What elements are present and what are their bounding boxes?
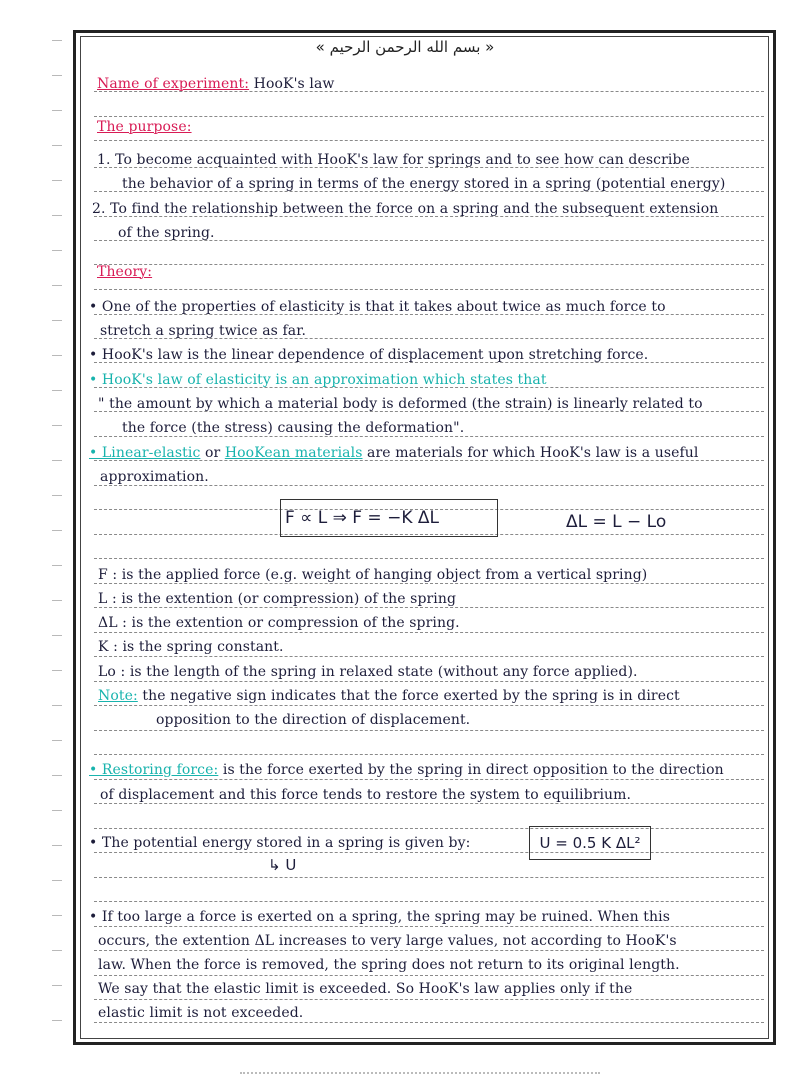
margin-tick [52,285,62,286]
margin-tick [52,425,62,426]
ruled-line [94,1022,764,1023]
potential-energy-formula: U = 0.5 K ΔL² [529,826,651,860]
margin-tick [52,705,62,706]
elastic-limit-text: • If too large a force is exerted on a spring, the spring may be ruined. When this [89,909,670,925]
theory-paragraph: • HooK's law is the linear dependence of displacement upon stretching force. [89,347,649,363]
theory-rest: are materials for which HooK's law is a useful [362,445,699,461]
definition-item: Lo : is the length of the spring in relaxed state (without any force applied). [98,664,638,680]
margin-tick [52,215,62,216]
margin-tick [52,740,62,741]
basmala-header: « بسم الله الرحمن الرحيم » [315,38,495,56]
ruled-line [94,558,764,559]
margin-tick [52,810,62,811]
word-or: or [200,445,225,461]
definition-item: L : is the extention (or compression) of the spring [98,591,457,607]
hooke-formula-box: F ∝ L ⇒ F = −K ΔL [280,499,498,537]
elastic-limit-text: law. When the force is removed, the spring does not return to its original length. [98,957,680,973]
definition-item: F : is the applied force (e.g. weight of hanging object from a vertical spring) [98,567,648,583]
margin-tick [52,915,62,916]
term-hookean: HooKean materials [224,445,363,461]
term-linear-elastic: • Linear-elastic [89,445,201,461]
ruled-line [94,681,764,682]
theory-paragraph: stretch a spring twice as far. [100,323,307,339]
margin-tick [52,145,62,146]
ruled-line [94,656,764,657]
purpose-line: 2. To find the relationship between the force on a spring and the subsequent extension [92,201,719,217]
ruled-line [94,926,764,927]
restoring-force-text: is the force exerted by the spring in direct opposition to the direction [218,762,724,778]
note [98,687,680,705]
experiment-label: Name of experiment: [97,76,250,92]
margin-tick [52,495,62,496]
potential-energy-text: • The potential energy stored in a spring is given by: [89,835,471,851]
elastic-limit-text: occurs, the extention ΔL increases to very large values, not according to HooK's [98,933,677,949]
u-arrow-annotation: ↳ U [268,856,297,874]
margin-tick [52,600,62,601]
definition-item: K : is the spring constant. [98,639,284,655]
margin-tick [52,880,62,881]
margin-tick [52,1020,62,1021]
ruled-line [94,828,764,829]
ruled-line [94,116,764,117]
note-text: opposition to the direction of displacement. [156,712,471,728]
ruled-line [94,754,764,755]
ruled-line [94,975,764,976]
ruled-line [94,852,764,853]
margin-tick [52,530,62,531]
theory-quote: the force (the stress) causing the deformation". [122,420,465,436]
restoring-force [89,761,724,779]
elastic-limit-text: elastic limit is not exceeded. [98,1005,304,1021]
theory-highlight: • HooK's law of elasticity is an approximation which states that [89,372,547,388]
ruled-line [94,730,764,731]
margin-tick [52,775,62,776]
ruled-line [94,289,764,290]
margin-tick [52,845,62,846]
experiment-value: HooK's law [253,76,335,92]
ruled-line [94,264,764,265]
margin-tick [52,320,62,321]
theory-heading: Theory: [97,264,153,280]
restoring-force-label: • Restoring force: [89,762,219,778]
ruled-line [94,877,764,878]
ruled-line [94,950,764,951]
margin-tick [52,565,62,566]
theory-paragraph [89,444,698,462]
experiment-name [97,75,334,93]
margin-tick [52,460,62,461]
purpose-heading: The purpose: [97,119,192,135]
note-label: Note: [98,688,138,704]
ruled-line [94,901,764,902]
purpose-line: of the spring. [118,225,215,241]
margin-tick [52,985,62,986]
restoring-force-text: of displacement and this force tends to restore the system to equilibrium. [100,787,632,803]
ruled-line [94,632,764,633]
margin-tick [52,390,62,391]
purpose-line: 1. To become acquainted with HooK's law for springs and to see how can describe [97,152,690,168]
ruled-line [94,140,764,141]
theory-paragraph: • One of the properties of elasticity is that it takes about twice as much force to [89,299,666,315]
margin-tick [52,670,62,671]
margin-tick [52,250,62,251]
purpose-line: the behavior of a spring in terms of the energy stored in a spring (potential energy) [122,176,726,192]
margin-tick [52,110,62,111]
definition-item: ΔL : is the extention or compression of the spring. [98,615,460,631]
ruled-line [94,999,764,1000]
theory-quote: " the amount by which a material body is deformed (the strain) is linearly related to [98,396,703,412]
margin-tick [52,180,62,181]
elastic-limit-text: We say that the elastic limit is exceeded. So HooK's law applies only if the [98,981,633,997]
margin-tick [52,355,62,356]
delta-l-formula: ΔL = L − Lo [566,512,667,532]
margin-tick [52,75,62,76]
ruled-line [94,705,764,706]
note-text: the negative sign indicates that the force exerted by the spring is in direct [137,688,680,704]
scan-footer-marks [240,1072,600,1074]
theory-paragraph: approximation. [100,469,209,485]
margin-tick [52,950,62,951]
margin-tick [52,635,62,636]
ruled-line [94,779,764,780]
